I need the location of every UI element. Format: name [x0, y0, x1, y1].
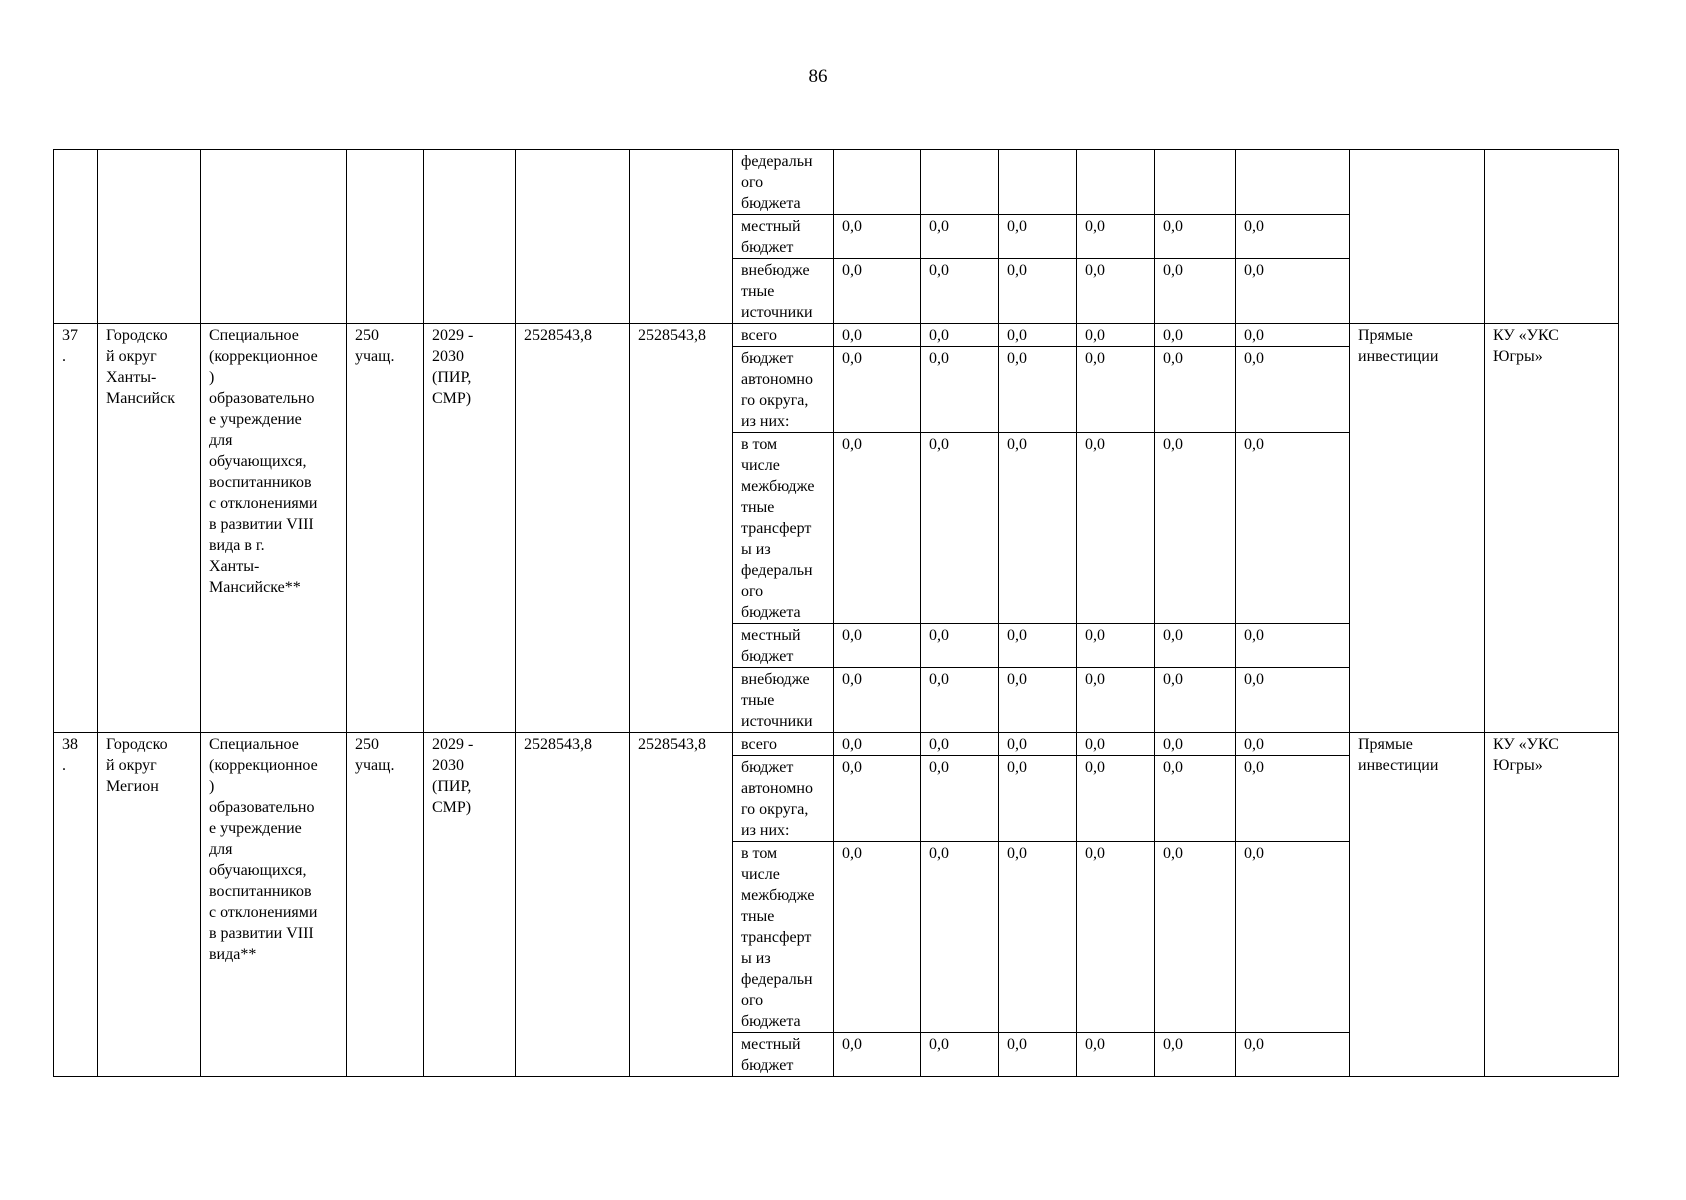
value-cell: 0,0: [834, 347, 921, 433]
value-cell: 0,0: [834, 215, 921, 259]
value-cell: [1155, 150, 1236, 215]
value-cell: 0,0: [921, 347, 999, 433]
value-cell: [921, 150, 999, 215]
value-cell: 0,0: [999, 433, 1077, 624]
object-name: Специальное (коррекционное ) образовательно е учреждение для обучающихся, воспитанников с отклонениями в развитии VIII вида**: [201, 733, 347, 1077]
value-cell: 0,0: [999, 668, 1077, 733]
value-cell: 0,0: [834, 668, 921, 733]
value-cell: 0,0: [834, 324, 921, 347]
funding-source: бюджет автономно го округа, из них:: [733, 756, 834, 842]
funding-source: в том числе межбюдже тные трансферт ы из федеральн ого бюджета: [733, 433, 834, 624]
value-cell: 0,0: [1077, 347, 1155, 433]
value-cell: 0,0: [834, 433, 921, 624]
value-cell: 0,0: [999, 756, 1077, 842]
value-cell: 0,0: [1236, 668, 1350, 733]
value-cell: 0,0: [921, 756, 999, 842]
funding-source: внебюдже тные источники: [733, 259, 834, 324]
value-cell: 0,0: [1155, 668, 1236, 733]
value-cell: 0,0: [999, 347, 1077, 433]
value-cell: 0,0: [1077, 624, 1155, 668]
object-customer: КУ «УКС Югры»: [1485, 324, 1619, 733]
funding-source: всего: [733, 733, 834, 756]
value-cell: 0,0: [921, 433, 999, 624]
funding-source: внебюдже тные источники: [733, 668, 834, 733]
value-cell: 0,0: [1077, 215, 1155, 259]
value-cell: 0,0: [1236, 324, 1350, 347]
col-cost: [516, 150, 630, 324]
table-row: [54, 733, 1619, 756]
value-cell: 0,0: [1077, 842, 1155, 1033]
col-capacity: [347, 150, 424, 324]
object-capacity: 250 учащ.: [347, 324, 424, 733]
page-number: 86: [808, 66, 828, 87]
object-mechanism: Прямые инвестиции: [1350, 324, 1485, 733]
object-name: Специальное (коррекционное ) образовательно е учреждение для обучающихся, воспитанников с отклонениями в развитии VIII вида в г. Ханты- Мансийске**: [201, 324, 347, 733]
table-row: [54, 324, 1619, 347]
value-cell: 0,0: [921, 215, 999, 259]
value-cell: 0,0: [1155, 756, 1236, 842]
value-cell: 0,0: [1077, 1033, 1155, 1077]
budget-table-body: [54, 150, 1619, 1077]
value-cell: 0,0: [1077, 756, 1155, 842]
col-name: [201, 150, 347, 324]
value-cell: 0,0: [1077, 259, 1155, 324]
value-cell: 0,0: [1155, 842, 1236, 1033]
object-customer: КУ «УКС Югры»: [1485, 733, 1619, 1077]
funding-source: федеральн ого бюджета: [733, 150, 834, 215]
object-municipality: Городско й округ Мегион: [98, 733, 201, 1077]
value-cell: 0,0: [999, 624, 1077, 668]
funding-source: всего: [733, 324, 834, 347]
value-cell: [834, 150, 921, 215]
value-cell: 0,0: [1236, 215, 1350, 259]
value-cell: 0,0: [921, 842, 999, 1033]
object-number: 37 .: [54, 324, 98, 733]
object-period: 2029 - 2030 (ПИР, СМР): [424, 324, 516, 733]
value-cell: 0,0: [1155, 624, 1236, 668]
value-cell: 0,0: [921, 624, 999, 668]
funding-source: бюджет автономно го округа, из них:: [733, 347, 834, 433]
value-cell: 0,0: [1155, 433, 1236, 624]
value-cell: 0,0: [1077, 733, 1155, 756]
value-cell: 0,0: [1236, 842, 1350, 1033]
value-cell: 0,0: [1236, 1033, 1350, 1077]
object-cost: 2528543,8: [516, 324, 630, 733]
value-cell: [999, 150, 1077, 215]
value-cell: 0,0: [1077, 324, 1155, 347]
col-mechanism: [1350, 150, 1485, 324]
value-cell: 0,0: [999, 324, 1077, 347]
value-cell: 0,0: [834, 624, 921, 668]
col-cost: [630, 150, 733, 324]
funding-source: местный бюджет: [733, 1033, 834, 1077]
value-cell: 0,0: [1155, 215, 1236, 259]
value-cell: 0,0: [1077, 668, 1155, 733]
value-cell: 0,0: [921, 259, 999, 324]
value-cell: 0,0: [1236, 756, 1350, 842]
value-cell: 0,0: [999, 1033, 1077, 1077]
value-cell: 0,0: [1155, 347, 1236, 433]
value-cell: 0,0: [921, 1033, 999, 1077]
value-cell: [1077, 150, 1155, 215]
value-cell: 0,0: [834, 1033, 921, 1077]
col-customer: [1485, 150, 1619, 324]
value-cell: 0,0: [921, 733, 999, 756]
funding-source: местный бюджет: [733, 624, 834, 668]
value-cell: 0,0: [1236, 624, 1350, 668]
budget-table: [53, 149, 1619, 1077]
value-cell: 0,0: [834, 756, 921, 842]
col-num: [54, 150, 98, 324]
value-cell: 0,0: [921, 324, 999, 347]
object-cost: 2528543,8: [630, 324, 733, 733]
value-cell: 0,0: [834, 733, 921, 756]
funding-source: местный бюджет: [733, 215, 834, 259]
value-cell: 0,0: [999, 259, 1077, 324]
value-cell: 0,0: [921, 668, 999, 733]
value-cell: 0,0: [1236, 347, 1350, 433]
value-cell: 0,0: [1155, 259, 1236, 324]
value-cell: 0,0: [1155, 733, 1236, 756]
value-cell: 0,0: [1236, 733, 1350, 756]
value-cell: 0,0: [1236, 433, 1350, 624]
object-cost: 2528543,8: [630, 733, 733, 1077]
value-cell: 0,0: [834, 842, 921, 1033]
value-cell: 0,0: [999, 733, 1077, 756]
value-cell: [1236, 150, 1350, 215]
object-number: 38 .: [54, 733, 98, 1077]
table-row: [54, 150, 1619, 215]
value-cell: 0,0: [999, 215, 1077, 259]
value-cell: 0,0: [1155, 324, 1236, 347]
object-capacity: 250 учащ.: [347, 733, 424, 1077]
object-period: 2029 - 2030 (ПИР, СМР): [424, 733, 516, 1077]
value-cell: 0,0: [1077, 433, 1155, 624]
value-cell: 0,0: [999, 842, 1077, 1033]
col-period: [424, 150, 516, 324]
value-cell: 0,0: [834, 259, 921, 324]
object-cost: 2528543,8: [516, 733, 630, 1077]
funding-source: в том числе межбюдже тные трансферт ы из федеральн ого бюджета: [733, 842, 834, 1033]
object-municipality: Городско й округ Ханты- Мансийск: [98, 324, 201, 733]
col-municipality: [98, 150, 201, 324]
object-mechanism: Прямые инвестиции: [1350, 733, 1485, 1077]
value-cell: 0,0: [1236, 259, 1350, 324]
value-cell: 0,0: [1155, 1033, 1236, 1077]
